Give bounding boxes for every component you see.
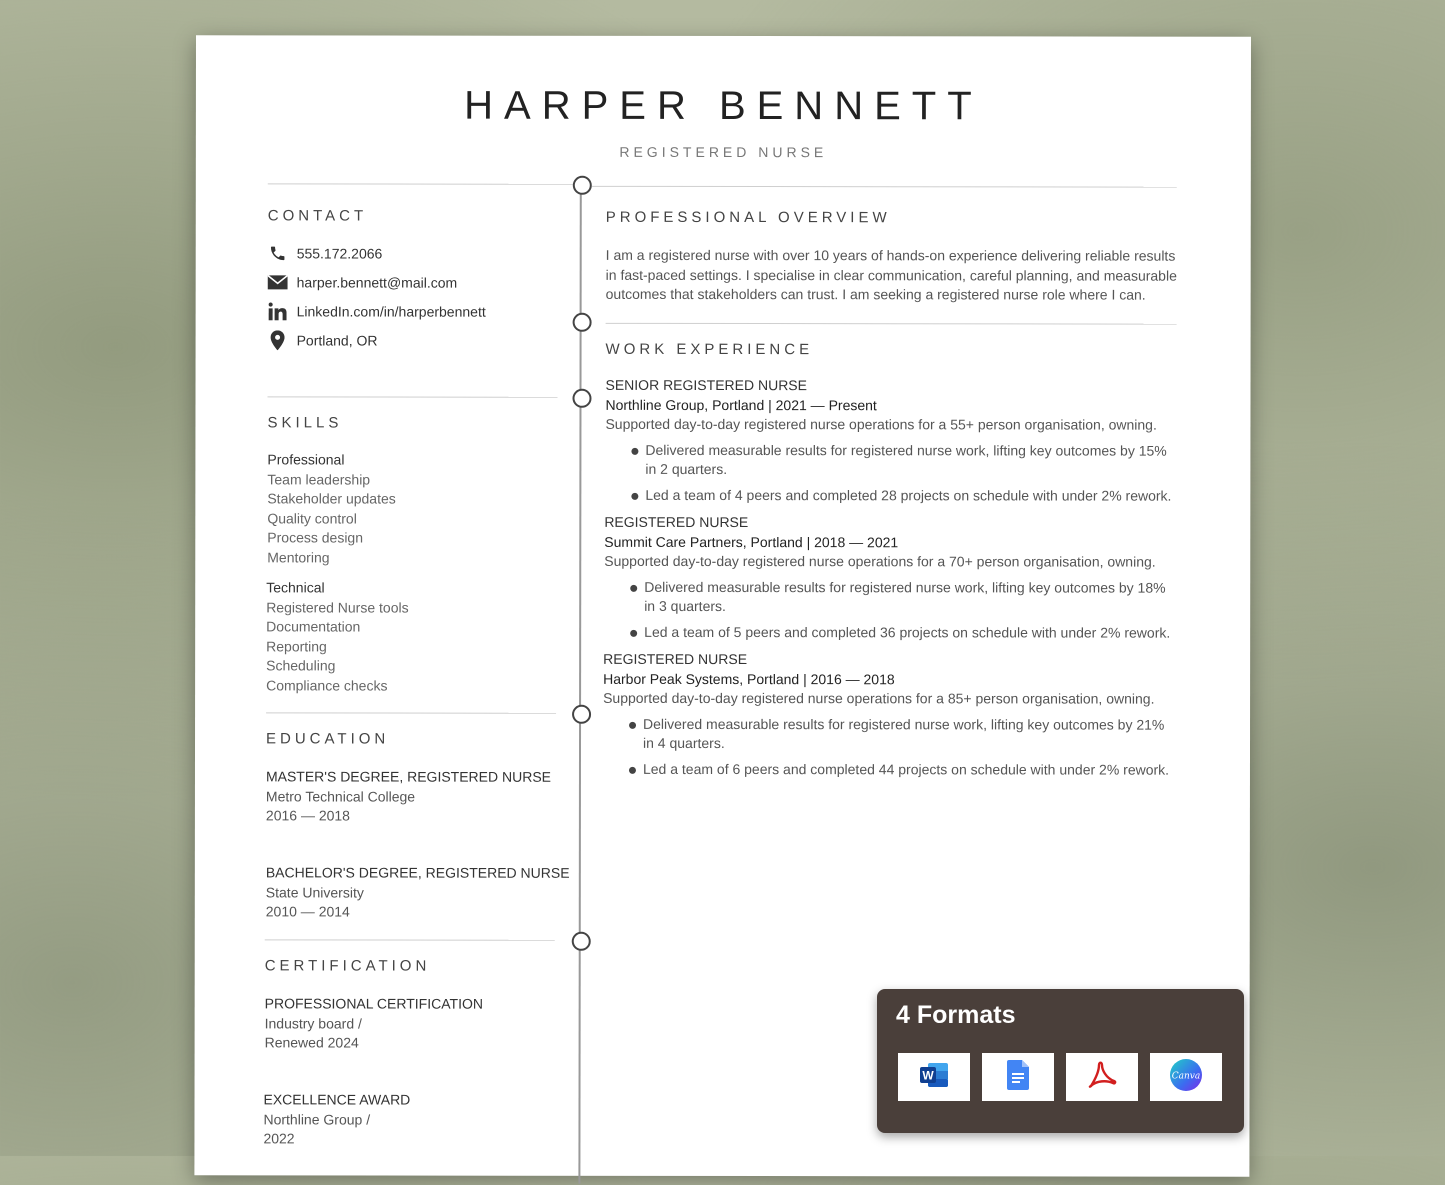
formats-title: 4 Formats bbox=[896, 1001, 1016, 1029]
education-years: 2016 — 2018 bbox=[265, 807, 351, 824]
location-text: Portland, OR bbox=[296, 332, 378, 349]
education-heading: EDUCATION bbox=[266, 730, 390, 748]
degree-title: BACHELOR'S DEGREE, REGISTERED NURSE bbox=[265, 864, 570, 881]
skill-item: Reporting bbox=[266, 637, 327, 654]
skills-technical bbox=[266, 578, 409, 695]
contact-location bbox=[268, 329, 378, 351]
job-entry bbox=[603, 650, 1175, 780]
timeline-node bbox=[573, 176, 592, 195]
skill-item: Stakeholder updates bbox=[267, 490, 396, 507]
job-role: REGISTERED NURSE bbox=[604, 513, 749, 531]
job-entry bbox=[605, 376, 1177, 506]
timeline-line bbox=[578, 184, 581, 1184]
format-pdf[interactable] bbox=[1066, 1053, 1138, 1101]
education-entry bbox=[266, 767, 551, 826]
canva-icon bbox=[1169, 1058, 1203, 1097]
contact-heading: CONTACT bbox=[267, 207, 368, 225]
certification-issuer: Northline Group / bbox=[263, 1110, 371, 1128]
certification-heading: CERTIFICATION bbox=[264, 957, 431, 975]
job-bullet: Delivered measurable results for registered nurse work, lifting key outcomes by 18% in 3 quarters. bbox=[630, 577, 1176, 617]
linkedin-icon bbox=[268, 301, 288, 321]
job-role: REGISTERED NURSE bbox=[603, 650, 748, 668]
contact-phone bbox=[268, 242, 383, 264]
contact-linkedin bbox=[268, 300, 486, 322]
phone-icon bbox=[268, 243, 288, 263]
job-role: SENIOR REGISTERED NURSE bbox=[605, 376, 808, 394]
job-bullet: Delivered measurable results for registered nurse work, lifting key outcomes by 21% in 4 quarters. bbox=[629, 714, 1175, 754]
section-divider bbox=[265, 939, 555, 940]
formats-badge bbox=[877, 989, 1244, 1133]
job-company: Northline Group, Portland | 2021 — Present bbox=[605, 396, 877, 413]
job-company: Summit Care Partners, Portland | 2018 — 2021 bbox=[604, 533, 899, 550]
format-canva[interactable] bbox=[1150, 1053, 1222, 1101]
skill-item: Documentation bbox=[266, 618, 361, 635]
skill-item: Team leadership bbox=[267, 470, 371, 488]
timeline-node bbox=[572, 705, 591, 724]
word-icon bbox=[919, 1061, 949, 1094]
timeline-node bbox=[572, 389, 591, 408]
certification-entry bbox=[265, 994, 483, 1053]
skill-group-title: Technical bbox=[266, 579, 325, 596]
linkedin-text[interactable]: LinkedIn.com/in/harperbennett bbox=[296, 303, 486, 320]
job-bullet: Led a team of 4 peers and completed 28 projects on schedule with under 2% rework. bbox=[631, 485, 1177, 505]
job-description: Supported day-to-day registered nurse operations for a 70+ person organisation, owning. bbox=[604, 552, 1156, 570]
mail-icon bbox=[268, 272, 288, 292]
google-docs-icon bbox=[1007, 1060, 1029, 1095]
section-divider bbox=[606, 323, 1177, 325]
skill-item: Mentoring bbox=[267, 548, 330, 565]
email-text[interactable]: harper.bennett@mail.com bbox=[296, 274, 458, 291]
skills-professional bbox=[267, 450, 396, 567]
contact-email bbox=[268, 271, 458, 293]
job-company: Harbor Peak Systems, Portland | 2016 — 2018 bbox=[603, 670, 895, 687]
format-google-docs[interactable] bbox=[982, 1053, 1054, 1101]
candidate-name: HARPER BENNETT bbox=[464, 83, 983, 129]
job-description: Supported day-to-day registered nurse operations for a 55+ person organisation, owning. bbox=[605, 415, 1157, 433]
job-bullet: Led a team of 5 peers and completed 36 projects on schedule with under 2% rework. bbox=[630, 622, 1176, 642]
skill-group-title: Professional bbox=[267, 451, 345, 468]
job-entry bbox=[604, 513, 1176, 643]
certification-name: EXCELLENCE AWARD bbox=[263, 1091, 411, 1108]
skill-item: Compliance checks bbox=[266, 676, 388, 694]
map-pin-icon bbox=[268, 330, 288, 350]
experience-heading: WORK EXPERIENCE bbox=[605, 340, 814, 359]
school-name: State University bbox=[265, 883, 364, 900]
section-divider bbox=[266, 712, 556, 713]
pdf-icon bbox=[1087, 1060, 1117, 1095]
timeline-node bbox=[573, 313, 592, 332]
certification-entry bbox=[263, 1090, 410, 1149]
format-word[interactable] bbox=[898, 1053, 970, 1101]
candidate-title: REGISTERED NURSE bbox=[619, 143, 828, 161]
skill-item: Scheduling bbox=[266, 657, 336, 674]
skills-heading: SKILLS bbox=[267, 414, 343, 432]
certification-date: 2022 bbox=[263, 1130, 295, 1147]
certification-date: Renewed 2024 bbox=[264, 1034, 359, 1051]
section-divider bbox=[267, 396, 557, 397]
degree-title: MASTER'S DEGREE, REGISTERED NURSE bbox=[265, 768, 552, 785]
job-bullet: Delivered measurable results for registered nurse work, lifting key outcomes by 15% in 2 quarters. bbox=[631, 440, 1177, 480]
skill-item: Quality control bbox=[267, 509, 357, 526]
school-name: Metro Technical College bbox=[265, 787, 416, 805]
svg-text:Canva: Canva bbox=[1171, 1071, 1201, 1081]
certification-name: PROFESSIONAL CERTIFICATION bbox=[264, 995, 483, 1012]
job-description: Supported day-to-day registered nurse operations for a 85+ person organisation, owning. bbox=[603, 689, 1155, 707]
overview-text: I am a registered nurse with over 10 years of hands-on experience delivering reliable results in fast-paced settings. I specialise in clear communication, careful planning, and measurable outcomes that stakeholders can trust. I am seeking a registered nurse role where I can. bbox=[605, 246, 1177, 303]
header-divider-right bbox=[592, 186, 1177, 188]
skill-item: Registered Nurse tools bbox=[266, 598, 409, 616]
job-bullet: Led a team of 6 peers and completed 44 projects on schedule with under 2% rework. bbox=[629, 759, 1175, 779]
header-divider-left bbox=[268, 183, 573, 184]
education-years: 2010 — 2014 bbox=[265, 903, 350, 920]
timeline-node bbox=[572, 932, 591, 951]
svg-text:W: W bbox=[922, 1068, 934, 1082]
phone-text: 555.172.2066 bbox=[296, 245, 383, 262]
overview-heading: PROFESSIONAL OVERVIEW bbox=[605, 208, 891, 227]
skill-item: Process design bbox=[267, 529, 364, 546]
education-entry bbox=[266, 863, 570, 922]
certification-issuer: Industry board / bbox=[264, 1014, 362, 1031]
